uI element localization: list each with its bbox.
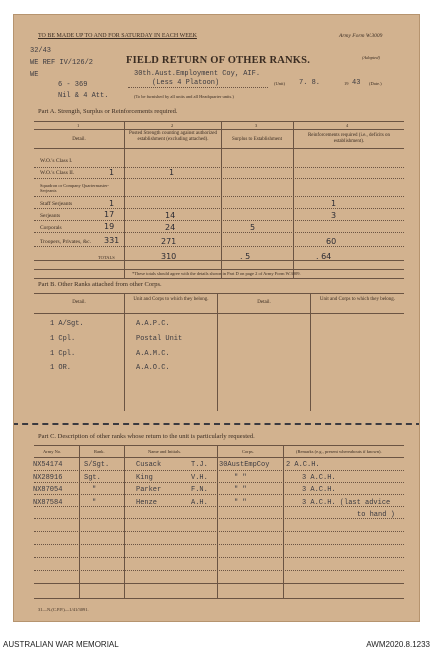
row-label-wo2: W.O.'s Class II. — [40, 170, 75, 176]
form-title: FIELD RETURN OF OTHER RANKS. — [126, 55, 311, 66]
c-name-2: King — [136, 474, 153, 482]
c-remarks-1: 2 A.C.H. — [286, 461, 320, 469]
c-initials-4: A.H. — [191, 499, 208, 507]
unit-subtitle: (Less 4 Platoon) — [152, 79, 220, 87]
reference-1: 32/43 — [30, 47, 52, 55]
b-detail-1: 1 A/Sgt. — [50, 320, 84, 328]
col-number-4: 4 — [346, 123, 349, 128]
header-reinforcements: Reinforcements required (i.e., deficits on establishment). — [307, 133, 391, 144]
corporals-surplus: 5 — [250, 223, 256, 232]
troopers-reinforcements: 60 — [326, 237, 337, 246]
row-label-wo1: W.O.'s Class I. — [40, 158, 73, 164]
part-a-heading: Part A. Strength, Surplus or Reinforcements required. — [38, 108, 178, 115]
col-number-2: 2 — [171, 123, 174, 128]
c-remarks-3: 3 A.C.H. — [302, 486, 336, 494]
c-rank-2: Sgt. — [84, 474, 101, 482]
header-b-detail-2: Detail. — [257, 300, 271, 305]
form-sheet — [13, 14, 420, 622]
c-corps-4: " " — [234, 499, 247, 507]
part-c-heading: Part C. Description of other ranks whose return to the unit is particularly requested. — [38, 433, 255, 440]
c-army-no-2: NX28916 — [33, 474, 63, 482]
c-initials-2: V.H. — [191, 474, 208, 482]
b-detail-3: 1 Cpl. — [50, 350, 76, 358]
corporals-posted: 24 — [165, 223, 176, 232]
furnished-note: (To be furnished by all units and all Headquarter units.) — [134, 94, 234, 99]
b-corps-4: A.A.O.C. — [136, 364, 170, 372]
date-day: 7. 8. — [299, 79, 321, 87]
totals-note: *These totals should agree with the details shown in Part D on page 2 of Army Form W.3009. — [132, 271, 301, 276]
c-rank-1: S/Sgt. — [84, 461, 110, 469]
header-c-corps: Corps. — [242, 449, 254, 454]
b-corps-2: Postal Unit — [136, 335, 183, 343]
archive-name: AUSTRALIAN WAR MEMORIAL — [3, 640, 119, 649]
staff-serjeants-establishment: 1 — [109, 199, 115, 208]
totals-label: TOTALS — [98, 255, 115, 260]
c-remarks-4-continued: to hand ) — [357, 511, 395, 519]
header-surplus: Surplus to Establishment — [232, 137, 282, 142]
b-detail-4: 1 OR. — [50, 364, 72, 372]
date-label: (Date.) — [369, 81, 382, 86]
c-remarks-4: 3 A.C.H. (last advice — [302, 499, 391, 507]
printer-imprint: 31—N.(C.P.P.)—1/41/3091. — [38, 607, 89, 612]
c-army-no-3: NX87054 — [33, 486, 63, 494]
c-name-1: Cusack — [136, 461, 162, 469]
staff-serjeants-reinforcements: 1 — [331, 199, 337, 208]
part-b-heading: Part B. Other Ranks attached from other Corps. — [38, 281, 162, 288]
col-number-1: 1 — [77, 123, 80, 128]
c-initials-1: T.J. — [191, 461, 208, 469]
corporals-establishment: 19 — [104, 222, 115, 231]
serjeants-reinforcements: 3 — [331, 211, 337, 220]
troopers-establishment: 331 — [104, 236, 120, 245]
header-c-army-no: Army No. — [43, 449, 62, 454]
unit-name: 30th.Aust.Employment Coy, AIF. — [134, 70, 261, 78]
totals-posted: 310 — [161, 252, 177, 261]
archive-reference: AWM2020.8.1233 — [366, 640, 430, 649]
unit-label: (Unit) — [274, 81, 285, 86]
row-label-corporals: Corporals — [40, 225, 62, 231]
totals-surplus: . 5 — [240, 252, 251, 261]
date-year: 43 — [352, 79, 361, 87]
adapted-note: (Adapted) — [362, 55, 380, 60]
serjeants-establishment: 17 — [104, 210, 115, 219]
row-label-serjeants: Serjeants — [40, 213, 61, 219]
reference-3-prefix: WE — [30, 71, 39, 79]
header-b-detail-1: Detail. — [72, 300, 86, 305]
b-detail-2: 1 Cpl. — [50, 335, 76, 343]
c-remarks-2: 3 A.C.H. — [302, 474, 336, 482]
row-label-cqms: Squadron or Company Quartermaster-Serjeants — [40, 183, 110, 193]
row-label-staff-serjeants: Staff Serjeants — [40, 201, 73, 207]
wo2-establishment: 1 — [109, 168, 115, 177]
date-year-prefix: 19 — [344, 81, 349, 86]
form-number: Army Form W.3009 — [339, 33, 383, 39]
troopers-posted: 271 — [161, 237, 177, 246]
archive-footer — [0, 635, 433, 653]
reference-4: Nil & 4 Att. — [58, 92, 109, 100]
c-name-3: Parker — [136, 486, 162, 494]
c-rank-3: " — [92, 486, 97, 494]
header-detail: Detail. — [72, 137, 86, 142]
col-number-3: 3 — [255, 123, 258, 128]
c-rank-4: " — [92, 499, 97, 507]
instruction: TO BE MADE UP TO AND FOR SATURDAY IN EACH WEEK — [38, 33, 197, 39]
reference-2: WE REF IV/126/2 — [30, 59, 94, 67]
totals-reinforcements: . 64 — [316, 252, 332, 261]
header-c-remarks: (Remarks (e.g., present whereabouts if known). — [296, 449, 382, 454]
c-initials-3: F.N. — [191, 486, 208, 494]
c-name-4: Henze — [136, 499, 158, 507]
c-corps-1: 30AustEmpCoy — [219, 461, 270, 469]
c-army-no-4: NX87584 — [33, 499, 63, 507]
b-corps-3: A.A.M.C. — [136, 350, 170, 358]
row-label-troopers: Troopers, Privates, &c. — [40, 239, 91, 245]
c-army-no-1: NX54174 — [33, 461, 63, 469]
header-c-name: Name and Initials. — [148, 449, 182, 454]
serjeants-posted: 14 — [165, 211, 176, 220]
header-b-corps-1: Unit and Corps to which they belong. — [133, 297, 209, 302]
c-corps-3: " " — [234, 486, 247, 494]
header-posted: Posted Strength counting against authorized establishment (excluding attached). — [128, 131, 218, 142]
reference-3: 6 - 369 — [58, 81, 88, 89]
header-c-rank: Rank. — [94, 449, 105, 454]
b-corps-1: A.A.P.C. — [136, 320, 170, 328]
header-b-corps-2: Unit and Corps to which they belong. — [319, 297, 396, 302]
c-corps-2: " " — [234, 474, 247, 482]
wo2-posted: 1 — [169, 168, 175, 177]
